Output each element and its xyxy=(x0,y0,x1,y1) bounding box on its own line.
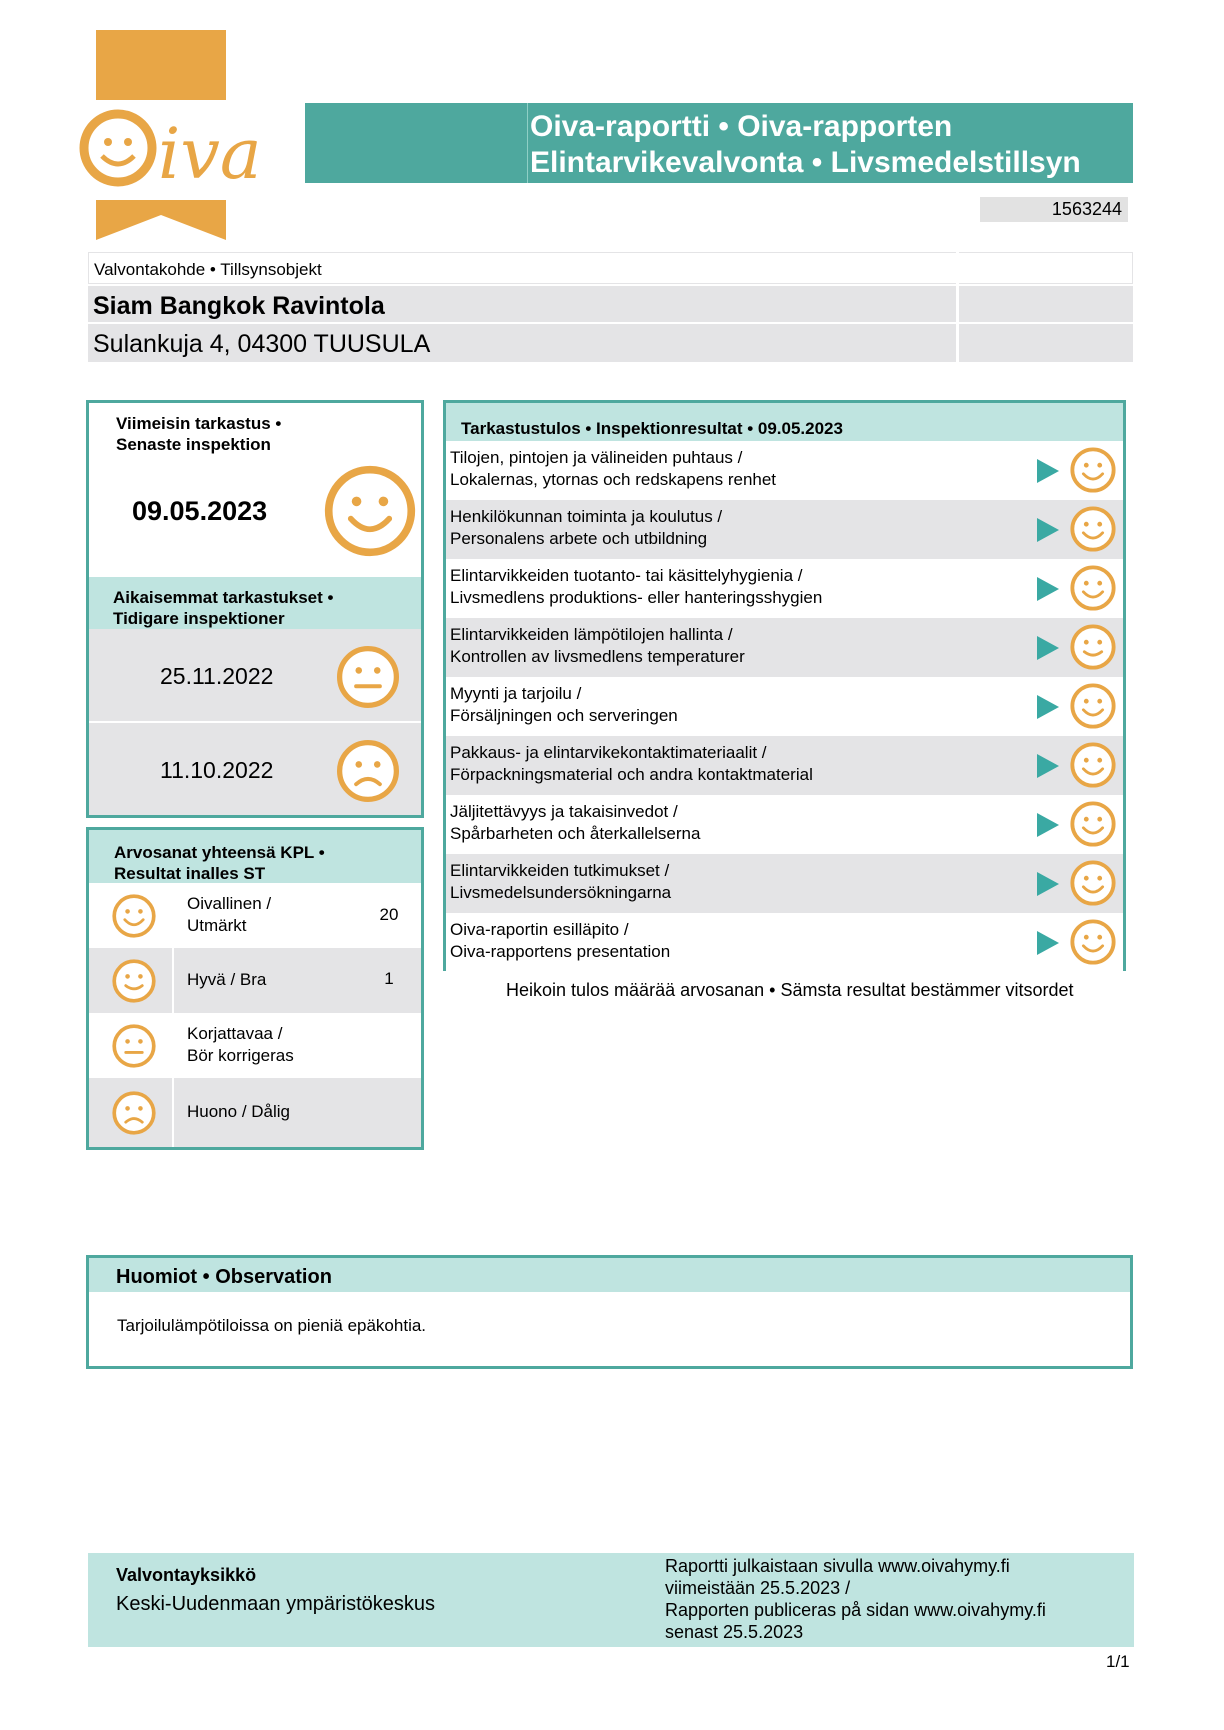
object-name-row xyxy=(88,286,1133,322)
result-text-sv: Oiva-rapportens presentation xyxy=(450,942,671,961)
previous-title-line2: Tidigare inspektioner xyxy=(113,609,285,628)
grade-label: Huono / Dålig xyxy=(187,1102,291,1121)
results-header xyxy=(446,403,1123,441)
result-text xyxy=(450,742,813,786)
previous-inspection-item xyxy=(89,629,421,721)
result-text xyxy=(450,860,671,904)
play-arrow-icon xyxy=(1037,931,1059,955)
result-text-sv: Förpackningsmaterial och andra kontaktmaterial xyxy=(450,765,813,784)
play-arrow-icon xyxy=(1037,695,1059,719)
grade-label-line2: Bör korrigeras xyxy=(187,1046,294,1065)
smile-big-icon xyxy=(1069,446,1117,494)
result-text-fi: Myynti ja tarjoilu / xyxy=(450,684,582,703)
grade-row-excellent xyxy=(89,883,421,948)
svg-text:iva: iva xyxy=(158,113,262,195)
object-address: Sulankuja 4, 04300 TUUSULA xyxy=(93,330,431,358)
header-title-line2: Elintarvikevalvonta • Livsmedelstillsyn xyxy=(530,146,1081,179)
control-unit-label: Valvontayksikkö xyxy=(116,1565,257,1585)
publication-line: senast 25.5.2023 xyxy=(665,1622,804,1642)
result-text xyxy=(450,565,822,609)
result-text-fi: Oiva-raportin esilläpito / xyxy=(450,920,629,939)
publication-info xyxy=(665,1555,1046,1643)
grades-title-line2: Resultat inalles ST xyxy=(114,864,266,883)
control-unit-value: Keski-Uudenmaan ympäristökeskus xyxy=(116,1593,436,1615)
smile-big-icon xyxy=(322,463,418,559)
grade-label: Hyvä / Bra xyxy=(187,970,267,989)
object-label-row xyxy=(88,252,1133,284)
result-row xyxy=(446,736,1123,795)
grade-label xyxy=(187,893,271,937)
result-row xyxy=(446,677,1123,736)
play-arrow-icon xyxy=(1037,754,1059,778)
results-note: Heikoin tulos määrää arvosanan • Sämsta resultat bestämmer vitsordet xyxy=(506,980,1074,1000)
result-row xyxy=(446,854,1123,913)
result-text-fi: Jäljitettävyys ja takaisinvedot / xyxy=(450,802,678,821)
play-arrow-icon xyxy=(1037,459,1059,483)
result-text-sv: Livsmedelsundersökningarna xyxy=(450,883,672,902)
result-text-sv: Försäljningen och serveringen xyxy=(450,706,678,725)
inspection-object xyxy=(88,252,1133,362)
smile-icon xyxy=(111,958,157,1004)
result-text-fi: Elintarvikkeiden tuotanto- tai käsittelyhygienia / xyxy=(450,566,803,585)
grade-row-poor xyxy=(89,1078,421,1147)
result-text-sv: Livsmedlens produktions- eller hanteringsshygien xyxy=(450,588,823,607)
smile-big-icon xyxy=(1069,741,1117,789)
header-title-line1: Oiva-raportti • Oiva-rapporten xyxy=(530,110,953,143)
grade-label-line1: Oivallinen / xyxy=(187,894,272,913)
result-row xyxy=(446,559,1123,618)
result-text-fi: Henkilökunnan toiminta ja koulutus / xyxy=(450,507,723,526)
latest-inspection-panel xyxy=(86,400,424,818)
grade-row-divider xyxy=(172,948,174,1013)
result-row xyxy=(446,618,1123,677)
latest-title-line1: Viimeisin tarkastus • xyxy=(116,414,282,433)
result-text-sv: Kontrollen av livsmedlens temperaturer xyxy=(450,647,745,666)
sad-face-icon xyxy=(111,1090,157,1136)
previous-date: 11.10.2022 xyxy=(160,757,274,783)
result-text-fi: Tilojen, pintojen ja välineiden puhtaus / xyxy=(450,448,743,467)
previous-date: 25.11.2022 xyxy=(160,663,274,689)
smile-icon xyxy=(1069,623,1117,671)
smile-big-icon xyxy=(111,893,157,939)
results-title: Tarkastustulos • Inspektionresultat • 09.05.2023 xyxy=(461,419,843,438)
inspection-results-panel xyxy=(443,400,1126,971)
latest-date: 09.05.2023 xyxy=(132,496,268,526)
play-arrow-icon xyxy=(1037,813,1059,837)
grades-header xyxy=(89,830,421,883)
oiva-logo xyxy=(66,30,276,240)
play-arrow-icon xyxy=(1037,636,1059,660)
result-text xyxy=(450,447,776,491)
neutral-face-icon xyxy=(335,644,401,710)
result-text-fi: Elintarvikkeiden tutkimukset / xyxy=(450,861,670,880)
previous-inspections-header xyxy=(89,577,421,629)
sad-face-icon xyxy=(335,738,401,804)
grade-count: 20 xyxy=(379,905,399,924)
previous-inspection-item xyxy=(89,723,421,815)
neutral-face-icon xyxy=(111,1023,157,1069)
grade-row-to-correct xyxy=(89,1013,421,1078)
result-row xyxy=(446,441,1123,500)
result-text xyxy=(450,683,678,727)
result-text-fi: Elintarvikkeiden lämpötilojen hallinta / xyxy=(450,625,733,644)
result-row xyxy=(446,795,1123,854)
play-arrow-icon xyxy=(1037,518,1059,542)
page-number: 1/1 xyxy=(1106,1652,1130,1671)
latest-title xyxy=(116,413,281,455)
observations-panel xyxy=(86,1255,1133,1369)
smile-big-icon xyxy=(1069,800,1117,848)
smile-big-icon xyxy=(1069,564,1117,612)
smile-big-icon xyxy=(1069,682,1117,730)
play-arrow-icon xyxy=(1037,577,1059,601)
grade-label xyxy=(187,1023,294,1067)
publication-line: Rapporten publiceras på sidan www.oivahymy.fi xyxy=(665,1600,1046,1620)
document-number: 1563244 xyxy=(980,197,1128,222)
result-text-sv: Personalens arbete och utbildning xyxy=(450,529,708,548)
result-text xyxy=(450,801,700,845)
header-divider xyxy=(527,103,528,183)
result-row xyxy=(446,500,1123,559)
result-text xyxy=(450,919,670,963)
object-name: Siam Bangkok Ravintola xyxy=(93,292,385,320)
observations-text: Tarjoilulämpötiloissa on pieniä epäkohtia. xyxy=(117,1316,427,1335)
object-label: Valvontakohde • Tillsynsobjekt xyxy=(94,260,322,279)
footer xyxy=(88,1553,1134,1647)
previous-title-line1: Aikaisemmat tarkastukset • xyxy=(113,588,334,607)
observations-title: Huomiot • Observation xyxy=(116,1266,332,1288)
object-address-row xyxy=(88,324,1133,362)
result-text-fi: Pakkaus- ja elintarvikekontaktimateriaalit / xyxy=(450,743,767,762)
grade-count: 1 xyxy=(384,969,394,988)
observations-header xyxy=(89,1258,1130,1292)
smile-big-icon xyxy=(1069,505,1117,553)
grade-row-divider xyxy=(172,1078,174,1147)
publication-line: Raportti julkaistaan sivulla www.oivahymy.fi xyxy=(665,1556,1010,1576)
result-row xyxy=(446,913,1123,972)
smile-big-icon xyxy=(1069,859,1117,907)
object-column-divider xyxy=(956,252,959,362)
smile-big-icon xyxy=(1069,918,1117,966)
report-header xyxy=(305,103,1133,183)
grade-label-line1: Korjattavaa / xyxy=(187,1024,283,1043)
publication-line: viimeistään 25.5.2023 / xyxy=(665,1578,851,1598)
latest-title-line2: Senaste inspektion xyxy=(116,435,271,454)
grade-label-line2: Utmärkt xyxy=(187,916,247,935)
result-text-sv: Spårbarheten och återkallelserna xyxy=(450,824,701,843)
grades-title-line1: Arvosanat yhteensä KPL • xyxy=(114,843,325,862)
result-text-sv: Lokalernas, ytornas och redskapens renhet xyxy=(450,470,777,489)
grades-summary-panel xyxy=(86,827,424,1150)
result-text xyxy=(450,506,722,550)
play-arrow-icon xyxy=(1037,872,1059,896)
result-text xyxy=(450,624,745,668)
grade-row-good xyxy=(89,948,421,1013)
